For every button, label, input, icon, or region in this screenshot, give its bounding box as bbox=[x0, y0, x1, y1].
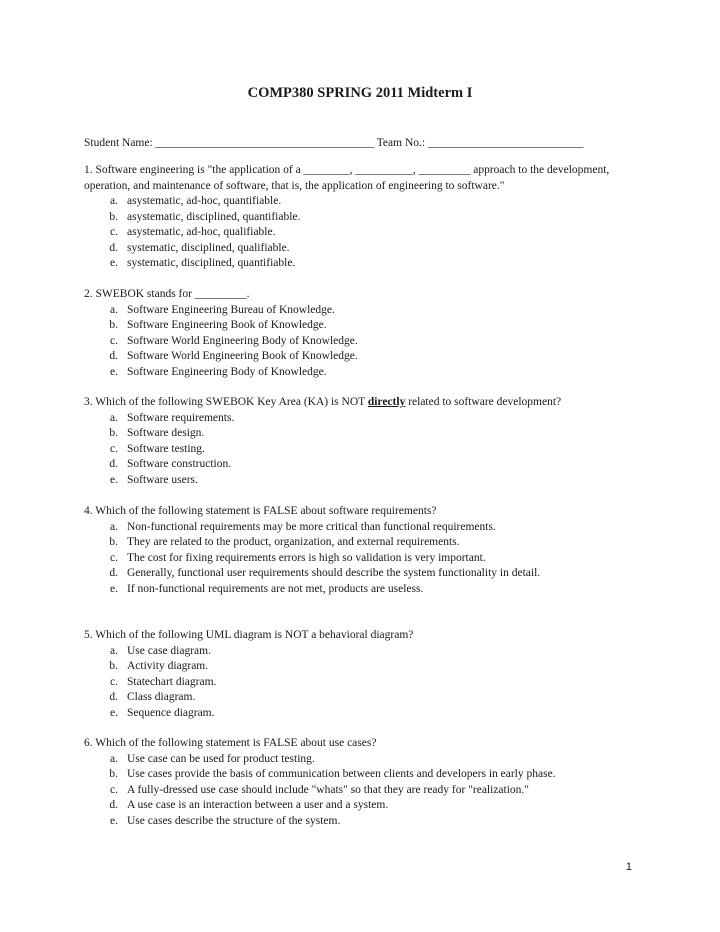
option-letter: b. bbox=[109, 660, 118, 672]
option-letter: b. bbox=[109, 210, 118, 223]
option-text: Activity diagram. bbox=[127, 660, 209, 672]
option-text: Sequence diagram. bbox=[127, 706, 215, 719]
option-text: Class diagram. bbox=[127, 691, 196, 703]
option-text: Non-functional requirements may be more critical than functional requirements. bbox=[127, 520, 496, 533]
option-text: Use cases provide the basis of communication between clients and developers in early phase. bbox=[127, 768, 556, 780]
stem-text: 3. Which of the following SWEBOK Key Area (KA) is NOT bbox=[84, 396, 368, 408]
option-e bbox=[84, 814, 654, 830]
question-2 bbox=[84, 287, 654, 380]
option-letter: c. bbox=[110, 334, 118, 347]
option-letter: d. bbox=[109, 458, 118, 470]
question-stem: 5. Which of the following UML diagram is NOT a behavioral diagram? bbox=[84, 629, 414, 641]
option-a bbox=[84, 411, 654, 427]
option-text: Software testing. bbox=[127, 442, 205, 455]
option-text: asystematic, ad-hoc, quantifiable. bbox=[127, 195, 282, 207]
option-a bbox=[84, 644, 654, 660]
option-text: The cost for fixing requirements errors is high so validation is very important. bbox=[127, 551, 486, 564]
option-letter: a. bbox=[110, 644, 118, 657]
option-text: asystematic, disciplined, quantifiable. bbox=[127, 210, 301, 223]
option-letter: c. bbox=[110, 551, 118, 564]
option-letter: d. bbox=[109, 799, 118, 811]
option-d bbox=[84, 566, 654, 582]
student-info-line: Student Name: ______________________________________ Team No.: ___________________________ bbox=[84, 137, 584, 149]
option-letter: b. bbox=[109, 768, 118, 780]
option-text: Software Engineering Book of Knowledge. bbox=[127, 319, 327, 331]
option-b bbox=[84, 767, 654, 783]
options-list bbox=[84, 303, 654, 381]
question-stem bbox=[84, 395, 654, 411]
options-list bbox=[84, 644, 654, 722]
option-letter: a. bbox=[110, 520, 118, 533]
option-letter: e. bbox=[110, 706, 118, 719]
option-e bbox=[84, 365, 654, 381]
option-a bbox=[84, 194, 654, 210]
options-list bbox=[84, 752, 654, 830]
option-letter: d. bbox=[109, 241, 118, 254]
question-3 bbox=[84, 395, 654, 488]
option-c bbox=[84, 225, 654, 241]
option-text: Use cases describe the structure of the system. bbox=[127, 814, 341, 827]
options-list bbox=[84, 520, 654, 598]
option-letter: d. bbox=[109, 567, 118, 579]
question-6 bbox=[84, 736, 654, 829]
option-text: Use case can be used for product testing. bbox=[127, 752, 315, 765]
option-letter: c. bbox=[110, 783, 118, 796]
option-c bbox=[84, 551, 654, 567]
option-text: If non-functional requirements are not met, products are useless. bbox=[127, 582, 424, 595]
option-letter: b. bbox=[109, 536, 118, 548]
option-text: Software requirements. bbox=[127, 411, 235, 424]
option-text: Software World Engineering Book of Knowledge. bbox=[127, 350, 358, 362]
option-text: Software design. bbox=[127, 427, 205, 439]
options-list bbox=[84, 194, 654, 272]
option-e bbox=[84, 706, 654, 722]
option-letter: e. bbox=[110, 582, 118, 595]
option-letter: b. bbox=[109, 427, 118, 439]
options-list bbox=[84, 411, 654, 489]
page-number: 1 bbox=[625, 861, 632, 873]
option-c bbox=[84, 334, 654, 350]
question-1 bbox=[84, 163, 654, 272]
stem-emphasis: directly bbox=[367, 396, 406, 408]
option-letter: a. bbox=[110, 303, 118, 316]
question-stem: 6. Which of the following statement is FALSE about use cases? bbox=[84, 737, 377, 749]
option-d bbox=[84, 798, 654, 814]
option-b bbox=[84, 318, 654, 334]
option-e bbox=[84, 473, 654, 489]
option-e bbox=[84, 582, 654, 598]
option-c bbox=[84, 783, 654, 799]
option-text: asystematic, ad-hoc, qualifiable. bbox=[127, 226, 276, 238]
question-stem: 4. Which of the following statement is FALSE about software requirements? bbox=[84, 505, 437, 517]
option-text: They are related to the product, organization, and external requirements. bbox=[127, 536, 460, 548]
option-text: Use case diagram. bbox=[127, 644, 211, 657]
option-b bbox=[84, 535, 654, 551]
option-letter: b. bbox=[109, 319, 118, 331]
option-a bbox=[84, 752, 654, 768]
option-a bbox=[84, 520, 654, 536]
option-a bbox=[84, 303, 654, 319]
option-c bbox=[84, 675, 654, 691]
option-text: Software World Engineering Body of Knowledge. bbox=[127, 334, 358, 347]
exam-title: COMP380 SPRING 2011 Midterm I bbox=[247, 85, 473, 101]
option-letter: e. bbox=[110, 257, 118, 269]
option-b bbox=[84, 659, 654, 675]
option-letter: e. bbox=[110, 365, 118, 378]
option-text: Generally, functional user requirements should describe the system functionality in detail. bbox=[127, 567, 541, 579]
option-letter: a. bbox=[110, 411, 118, 424]
option-letter: c. bbox=[110, 442, 118, 455]
option-text: Software construction. bbox=[127, 458, 232, 470]
option-text: Software users. bbox=[127, 473, 198, 486]
option-letter: c. bbox=[110, 675, 118, 688]
option-d bbox=[84, 690, 654, 706]
option-text: Statechart diagram. bbox=[127, 675, 217, 688]
stem-text: related to software development? bbox=[405, 396, 562, 408]
option-text: A use case is an interaction between a user and a system. bbox=[127, 799, 389, 811]
option-letter: d. bbox=[109, 350, 118, 362]
question-4 bbox=[84, 504, 654, 597]
question-5 bbox=[84, 628, 654, 721]
option-text: Software Engineering Body of Knowledge. bbox=[127, 365, 327, 378]
option-d bbox=[84, 457, 654, 473]
option-letter: a. bbox=[110, 752, 118, 765]
option-text: systematic, disciplined, qualifiable. bbox=[127, 241, 290, 254]
option-text: systematic, disciplined, quantifiable. bbox=[127, 257, 296, 269]
option-letter: d. bbox=[109, 691, 118, 703]
option-e bbox=[84, 256, 654, 272]
option-b bbox=[84, 426, 654, 442]
option-text: A fully-dressed use case should include "whats" so that they are ready for "realization." bbox=[127, 783, 529, 796]
option-c bbox=[84, 442, 654, 458]
option-letter: a. bbox=[110, 195, 118, 207]
option-d bbox=[84, 241, 654, 257]
option-d bbox=[84, 349, 654, 365]
option-b bbox=[84, 210, 654, 226]
question-stem: 1. Software engineering is "the application of a ________, __________, _________ approach to the development, operation, and maintenance of software, that is, the application of engineering to software." bbox=[84, 164, 610, 192]
option-letter: e. bbox=[110, 814, 118, 827]
option-letter: c. bbox=[110, 226, 118, 238]
option-letter: e. bbox=[110, 473, 118, 486]
question-stem: 2. SWEBOK stands for _________. bbox=[84, 288, 250, 300]
option-text: Software Engineering Bureau of Knowledge. bbox=[127, 303, 335, 316]
